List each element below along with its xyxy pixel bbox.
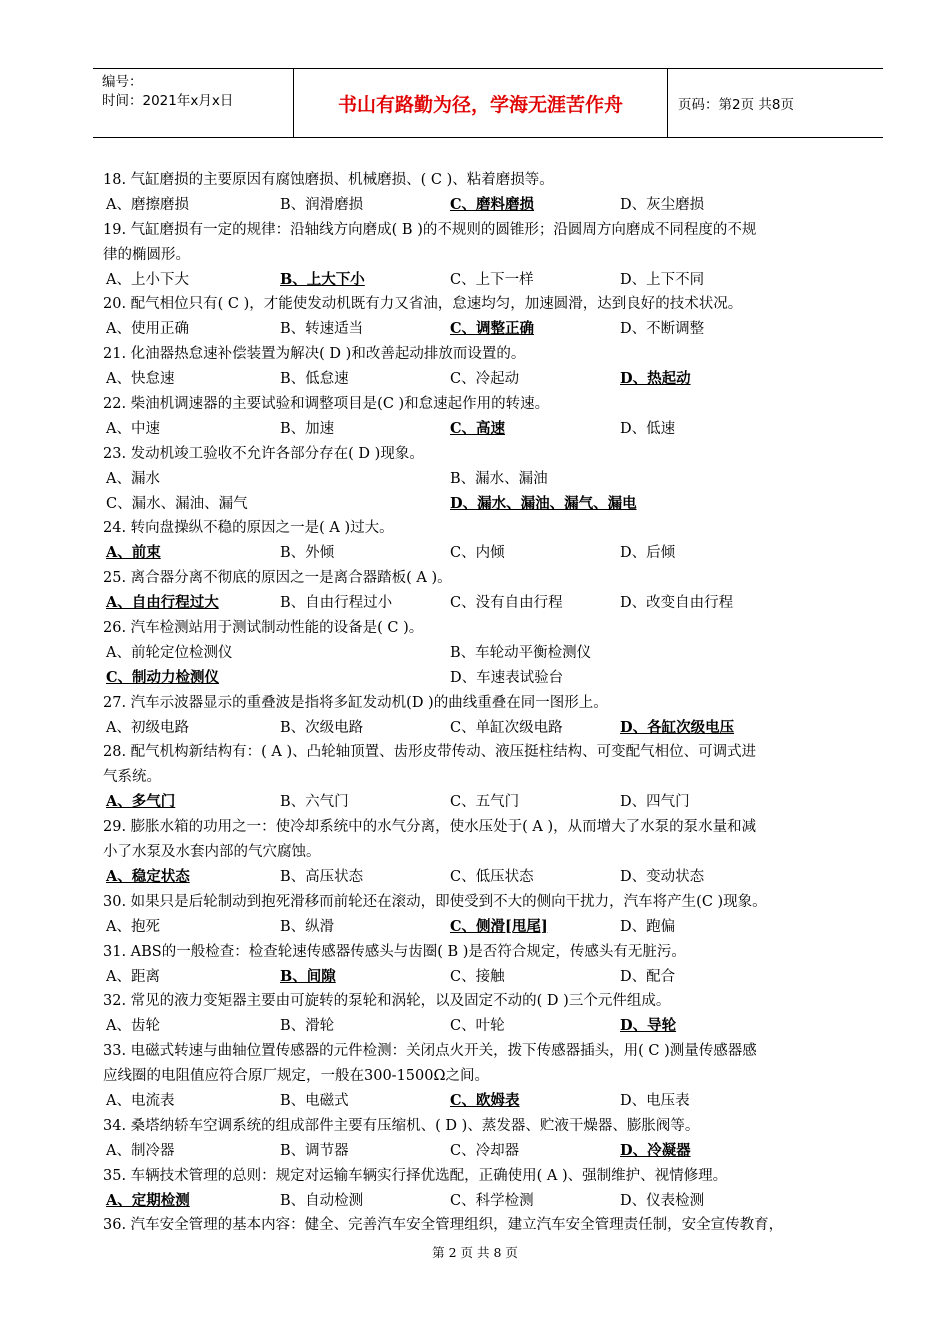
question-text: 23. 发动机竣工验收不允许各部分存在( D )现象。 xyxy=(103,445,424,462)
option: B、外倾 xyxy=(280,545,335,562)
question-text: 30. 如果只是后轮制动到抱死滑移而前轮还在滚动，即使受到不大的侧向干扰力，汽车将产生(C )现象。 xyxy=(103,893,767,910)
option: B、调节器 xyxy=(280,1142,349,1159)
option-row xyxy=(103,193,883,218)
question-text: 29. 膨胀水箱的功用之一：使冷却系统中的水气分离，使水压处于( A )，从而增大了水泵的泵水量和减 xyxy=(103,819,757,836)
option-row xyxy=(103,591,883,616)
option: A、初级电路 xyxy=(106,719,189,736)
option: B、车轮动平衡检测仪 xyxy=(450,644,592,661)
option: B、高压状态 xyxy=(280,868,364,885)
option: D、电压表 xyxy=(620,1092,690,1109)
answer-option: B、上大下小 xyxy=(280,270,365,288)
option-row xyxy=(103,467,883,492)
option: B、漏水、漏油 xyxy=(450,470,548,487)
answer-option: A、稳定状态 xyxy=(106,867,190,885)
option: A、使用正确 xyxy=(106,321,189,338)
question-text: 36. 汽车安全管理的基本内容：健全、完善汽车安全管理组织，建立汽车安全管理责任制，安全宣传教育， xyxy=(103,1217,784,1234)
option: B、转速适当 xyxy=(280,321,364,338)
option: C、低压状态 xyxy=(450,868,534,885)
option: C、冷却器 xyxy=(450,1142,520,1159)
question-text: 20. 配气相位只有( C )，才能使发动机既有力又省油，怠速均匀，加速圆滑，达到良好的技术状况。 xyxy=(103,296,743,313)
question-text: 18. 气缸磨损的主要原因有腐蚀磨损、机械磨损、( C )、粘着磨损等。 xyxy=(103,172,554,188)
option: B、六气门 xyxy=(280,794,349,811)
question-text: 27. 汽车示波器显示的重叠波是指将多缸发动机(D )的曲线重叠在同一图形上。 xyxy=(103,694,608,711)
answer-option: A、前束 xyxy=(106,544,161,562)
option-row xyxy=(103,492,883,517)
answer-option: C、高速 xyxy=(450,419,506,437)
option-row xyxy=(103,716,883,741)
option: C、接触 xyxy=(450,968,505,985)
question-text: 33. 电磁式转速与曲轴位置传感器的元件检测：关闭点火开关，拨下传感器插头，用( C )测量传感器感 xyxy=(103,1043,757,1060)
option: B、次级电路 xyxy=(280,719,364,736)
page-footer: 第 2 页 共 8 页 xyxy=(432,1245,518,1260)
option-row xyxy=(103,317,883,342)
option: C、五气门 xyxy=(450,794,520,811)
option-row xyxy=(103,965,883,990)
option-row xyxy=(103,417,883,442)
option: C、单缸次级电路 xyxy=(450,719,563,736)
question-text: 律的椭圆形。 xyxy=(103,246,190,263)
answer-option: C、欧姆表 xyxy=(450,1091,520,1109)
option-row xyxy=(103,666,883,691)
option: D、后倾 xyxy=(620,545,676,562)
option: A、快怠速 xyxy=(106,371,175,388)
option-row xyxy=(103,641,883,666)
option: A、齿轮 xyxy=(106,1018,160,1035)
question-text: 32. 常见的液力变矩器主要由可旋转的泵轮和涡轮，以及固定不动的( D )三个元件组成。 xyxy=(103,993,671,1010)
question-text: 22. 柴油机调速器的主要试验和调整项目是(C )和怠速起作用的转速。 xyxy=(103,396,550,413)
option: A、制冷器 xyxy=(106,1142,175,1159)
option-row xyxy=(103,915,883,940)
header-page-label: 页码：第2页 共8页 xyxy=(678,97,794,113)
answer-option: D、各缸次级电压 xyxy=(620,718,735,736)
option: D、车速表试验台 xyxy=(450,669,564,686)
option: C、没有自由行程 xyxy=(450,595,563,612)
option-row xyxy=(103,1089,883,1114)
option: D、跑偏 xyxy=(620,918,676,935)
option: A、磨擦磨损 xyxy=(106,196,189,213)
option: D、变动状态 xyxy=(620,868,705,885)
question-text: 35. 车辆技术管理的总则：规定对运输车辆实行择优选配，正确使用( A )、强制维护、视情修理。 xyxy=(103,1167,728,1184)
option-row xyxy=(103,1139,883,1164)
time-label: 时间：2021年x月x日 xyxy=(102,93,234,109)
option: D、配合 xyxy=(620,968,676,985)
option: A、漏水 xyxy=(106,470,160,487)
option: C、科学检测 xyxy=(450,1192,534,1209)
answer-option: D、冷凝器 xyxy=(620,1141,691,1159)
question-text: 19. 气缸磨损有一定的规律：沿轴线方向磨成( B )的不规则的圆锥形；沿圆周方向磨成不同程度的不规 xyxy=(103,221,757,238)
answer-option: C、制动力检测仪 xyxy=(106,668,220,686)
option: B、自动检测 xyxy=(280,1192,364,1209)
answer-option: A、自由行程过大 xyxy=(106,594,219,612)
option: A、中速 xyxy=(106,420,160,437)
option: D、仪表检测 xyxy=(620,1192,705,1209)
question-text: 21. 化油器热怠速补偿装置为解决( D )和改善起动排放而设置的。 xyxy=(103,346,526,363)
option-row xyxy=(103,865,883,890)
option: B、自由行程过小 xyxy=(280,595,393,612)
option: C、叶轮 xyxy=(450,1018,505,1035)
answer-option: D、热起动 xyxy=(620,370,691,388)
question-text: 25. 离合器分离不彻底的原因之一是离合器踏板( A )。 xyxy=(103,570,452,587)
option: C、漏水、漏油、漏气 xyxy=(106,495,248,512)
question-text: 小了水泵及水套内部的气穴腐蚀。 xyxy=(103,844,321,861)
number-label: 编号： xyxy=(102,74,143,90)
answer-option: D、漏水、漏油、漏气、漏电 xyxy=(450,494,637,512)
question-text: 34. 桑塔纳轿车空调系统的组成部件主要有压缩机、( D )、蒸发器、贮液干燥器、膨胀阀等。 xyxy=(103,1117,700,1134)
answer-option: D、导轮 xyxy=(620,1017,677,1035)
option: B、电磁式 xyxy=(280,1092,349,1109)
option: A、上小下大 xyxy=(106,271,189,288)
option-row xyxy=(103,790,883,815)
option-row xyxy=(103,367,883,392)
option: A、抱死 xyxy=(106,918,160,935)
header-info xyxy=(93,69,294,137)
option: C、上下一样 xyxy=(450,271,534,288)
option: C、内倾 xyxy=(450,545,505,562)
answer-option: B、间隙 xyxy=(280,967,336,985)
question-text: 24. 转向盘操纵不稳的原因之一是( A )过大。 xyxy=(103,520,394,537)
option: C、冷起动 xyxy=(450,371,520,388)
option: B、纵滑 xyxy=(280,918,335,935)
option: B、润滑磨损 xyxy=(280,196,364,213)
option: D、四气门 xyxy=(620,794,690,811)
option: D、改变自由行程 xyxy=(620,595,734,612)
question-text: 28. 配气机构新结构有：( A )、凸轮轴顶置、齿形皮带传动、液压挺柱结构、可变配气相位、可调式进 xyxy=(103,744,757,761)
option: D、上下不同 xyxy=(620,271,705,288)
answer-option: C、磨料磨损 xyxy=(450,195,535,213)
question-list xyxy=(103,168,883,1238)
answer-option: C、调整正确 xyxy=(450,320,535,338)
question-text: 31. ABS的一般检查：检查轮速传感器传感头与齿圈( B )是否符合规定，传感头有无脏污。 xyxy=(103,943,686,960)
answer-option: A、多气门 xyxy=(106,793,176,811)
option-row xyxy=(103,541,883,566)
option: D、低速 xyxy=(620,420,676,437)
option-row xyxy=(103,1189,883,1214)
option: B、滑轮 xyxy=(280,1018,335,1035)
option: D、灰尘磨损 xyxy=(620,196,705,213)
header-motto: 书山有路勤为径，学海无涯苦作舟 xyxy=(294,69,668,137)
page-header xyxy=(93,68,883,138)
option: A、前轮定位检测仪 xyxy=(106,644,233,661)
option: B、低怠速 xyxy=(280,371,349,388)
question-text: 26. 汽车检测站用于测试制动性能的设备是( C )。 xyxy=(103,620,424,637)
option: A、距离 xyxy=(106,968,160,985)
option-row xyxy=(103,268,883,293)
option: B、加速 xyxy=(280,420,335,437)
option: D、不断调整 xyxy=(620,321,705,338)
option-row xyxy=(103,1014,883,1039)
answer-option: C、侧滑[甩尾] xyxy=(450,917,548,935)
option: A、电流表 xyxy=(106,1092,175,1109)
answer-option: A、定期检测 xyxy=(106,1191,190,1209)
question-text: 气系统。 xyxy=(103,769,161,786)
question-text: 应线圈的电阻值应符合原厂规定，一般在300-1500Ω之间。 xyxy=(103,1068,489,1085)
